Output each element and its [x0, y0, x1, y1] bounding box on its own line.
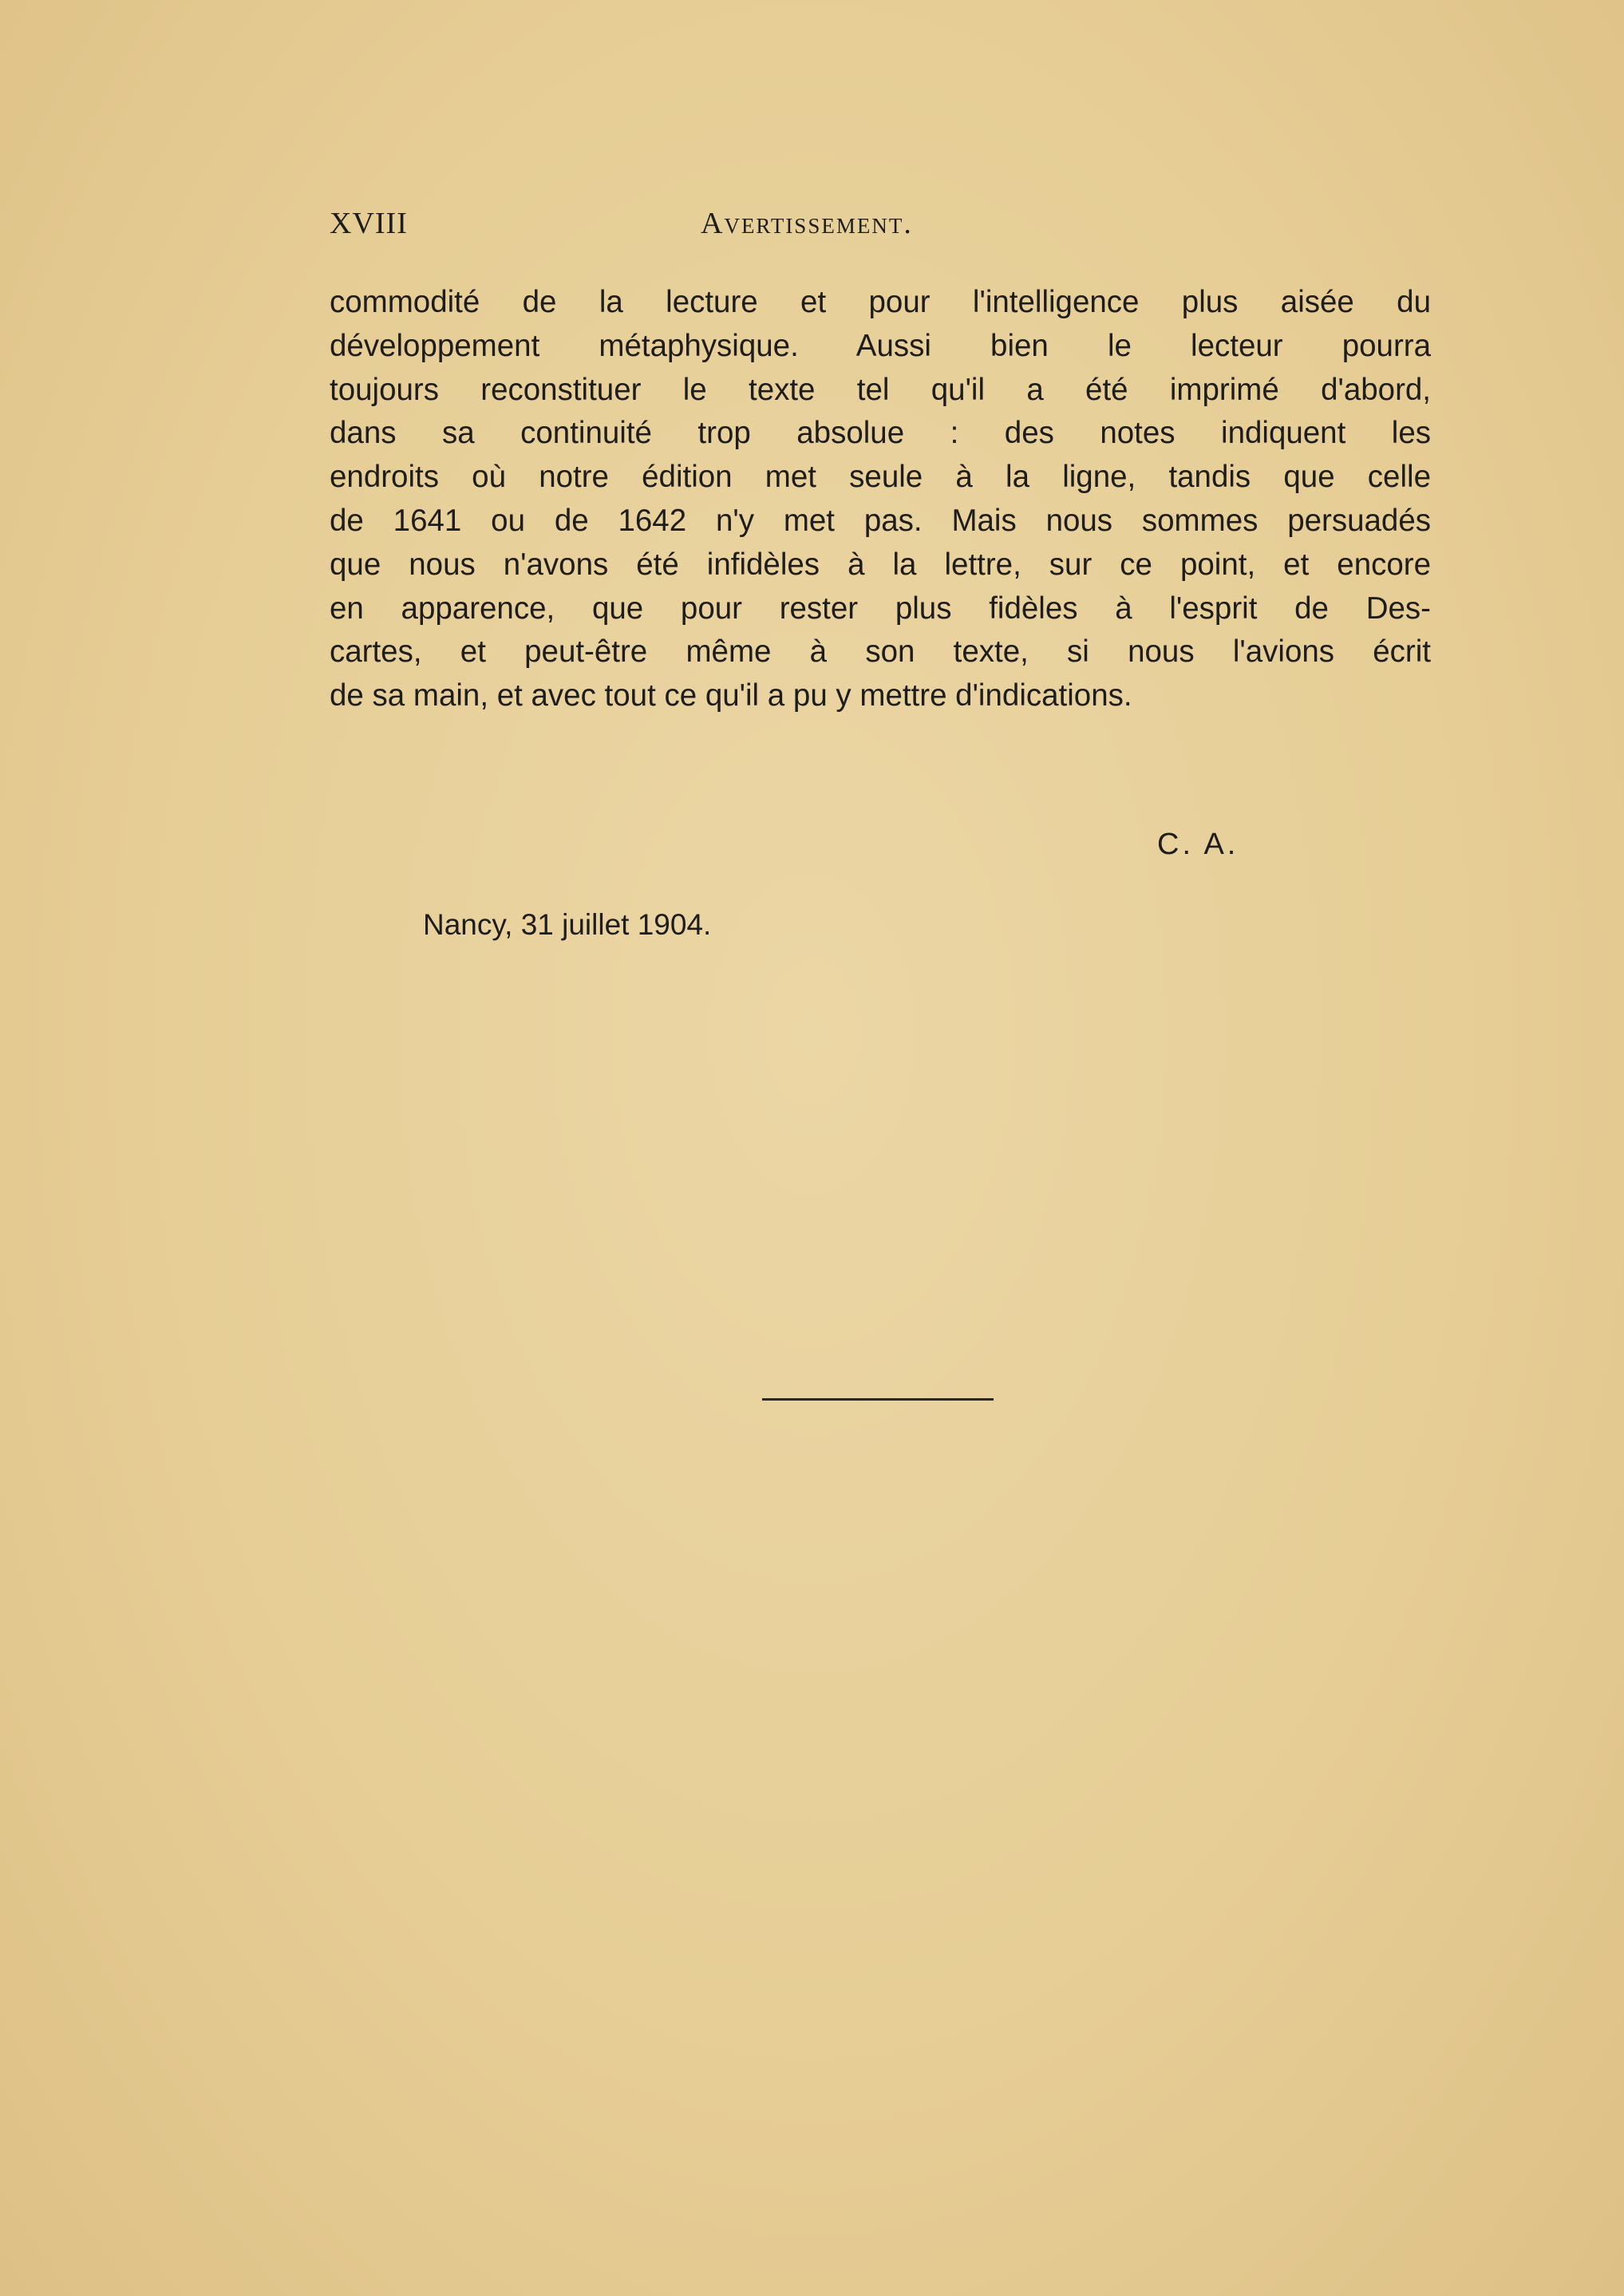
text-line: en apparence, que pour rester plus fidèles à l'esprit de Des-: [330, 591, 1431, 626]
text-line: de sa main, et avec tout ce qu'il a pu y mettre d'indications.: [330, 678, 1132, 713]
running-title: Avertissement.: [701, 207, 913, 240]
text-line: de 1641 ou de 1642 n'y met pas. Mais nous sommes persuadés: [330, 503, 1431, 538]
text-line: endroits où notre édition met seule à la ligne, tandis que celle: [330, 460, 1431, 495]
page-number: XVIII: [330, 207, 408, 240]
text-line: que nous n'avons été infidèles à la lettre, sur ce point, et encore: [330, 547, 1431, 582]
text-line: développement métaphysique. Aussi bien le lecteur pourra: [330, 328, 1431, 363]
running-head: [330, 206, 1048, 254]
text-line: toujours reconstituer le texte tel qu'il a été imprimé d'abord,: [330, 372, 1431, 407]
body-paragraph: [330, 281, 1431, 718]
dateline: Nancy, 31 juillet 1904.: [423, 908, 712, 941]
text-line: dans sa continuité trop absolue : des notes indiquent les: [330, 416, 1431, 451]
end-rule-divider: [762, 1398, 994, 1401]
text-line: commodité de la lecture et pour l'intelligence plus aisée du: [330, 285, 1431, 319]
text-line: cartes, et peut-être même à son texte, si nous l'avions écrit: [330, 634, 1431, 670]
author-initials: C. A.: [1157, 828, 1239, 861]
